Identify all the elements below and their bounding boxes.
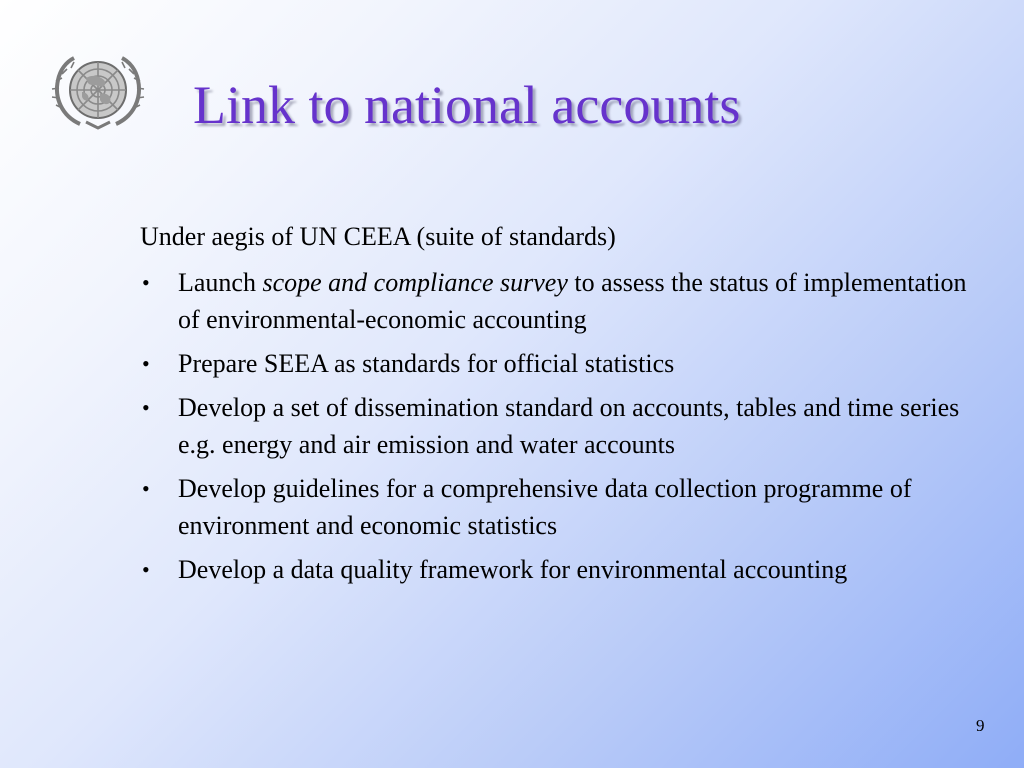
bullet-item-prepare-seea [140, 345, 970, 382]
bullet-list [140, 264, 970, 595]
un-emblem-icon [50, 52, 146, 132]
bullet-text: to assess the status of implementation of environmental-economic accounting [178, 268, 967, 334]
bullet-icon: • [142, 395, 150, 420]
intro-text: Under aegis of UN CEEA (suite of standards) [140, 222, 616, 251]
bullet-icon: • [142, 270, 150, 295]
bullet-text: Develop guidelines for a comprehensive data collection programme of environment and economic statistics [178, 474, 912, 540]
bullet-item-data-quality [140, 551, 970, 588]
bullet-item-dissemination-standard [140, 389, 970, 463]
bullet-text: Develop a set of dissemination standard on accounts, tables and time series e.g. energy and air emission and water accounts [178, 393, 960, 459]
page-number: 9 [976, 716, 985, 735]
bullet-text: Launch [178, 268, 263, 297]
bullet-text: Develop a data quality framework for environmental accounting [178, 555, 848, 584]
slide-title: Link to national accounts [193, 75, 741, 135]
bullet-text-emphasis: scope and compliance survey [262, 268, 568, 297]
bullet-icon: • [142, 476, 150, 501]
bullet-item-launch-survey [140, 264, 970, 338]
bullet-item-data-collection [140, 470, 970, 544]
bullet-text: Prepare SEEA as standards for official statistics [178, 349, 675, 378]
bullet-icon: • [142, 351, 150, 376]
bullet-icon: • [142, 557, 150, 582]
